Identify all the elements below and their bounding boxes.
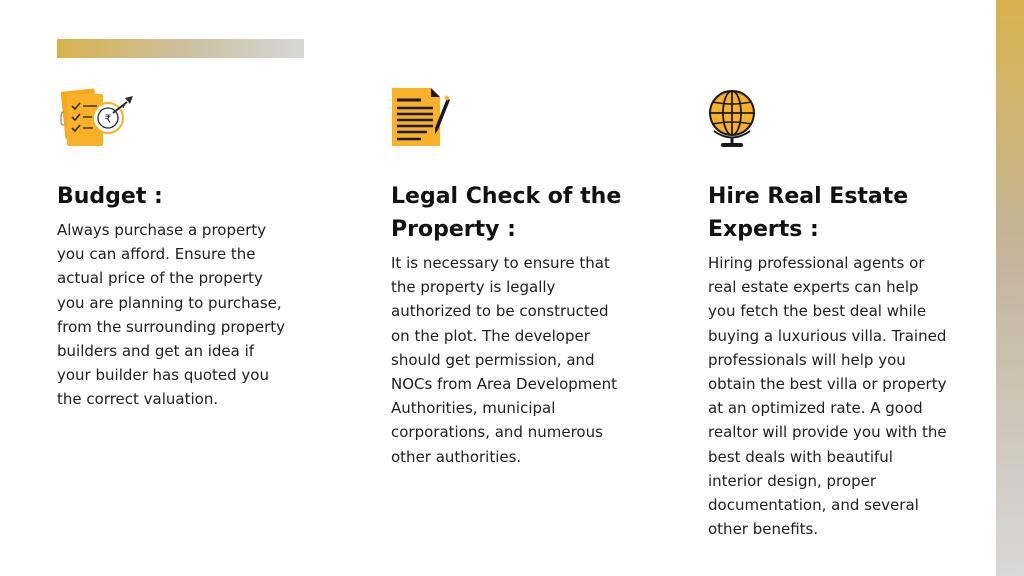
legal-check-heading: Legal Check of the Property :: [391, 184, 622, 242]
legal-check-body: It is necessary to ensure that the property is legally authorized to be constructed on the plot. The developer should get permission, and NOCs from Area Development Authorities, municipal corporations, and numerous other authorities.: [391, 254, 618, 466]
budget-section: [57, 86, 287, 412]
globe-icon: [708, 86, 788, 152]
experts-section: [708, 86, 948, 541]
experts-heading: Hire Real Estate Experts :: [708, 184, 909, 242]
legal-check-section: [391, 86, 631, 469]
legal-document-icon: [391, 86, 471, 152]
experts-body: Hiring professional agents or real estate experts can help you fetch the best deal while buying a luxurious villa. Trained professionals will help you obtain the best villa or property at an optimized rate. A good realtor will provide you with the best deals with beautiful interior design, proper documentation, and several other benefits.: [708, 254, 947, 539]
budget-documents-icon: [57, 86, 137, 152]
side-accent-bar: [996, 0, 1024, 576]
budget-body: Always purchase a property you can afford. Ensure the actual price of the property you are planning to purchase, from the surrounding property builders and get an idea if your builder has quoted you the correct valuation.: [57, 221, 286, 409]
top-accent-bar: [57, 39, 304, 58]
svg-text:₹: ₹: [104, 112, 112, 126]
budget-heading: Budget :: [57, 184, 163, 209]
